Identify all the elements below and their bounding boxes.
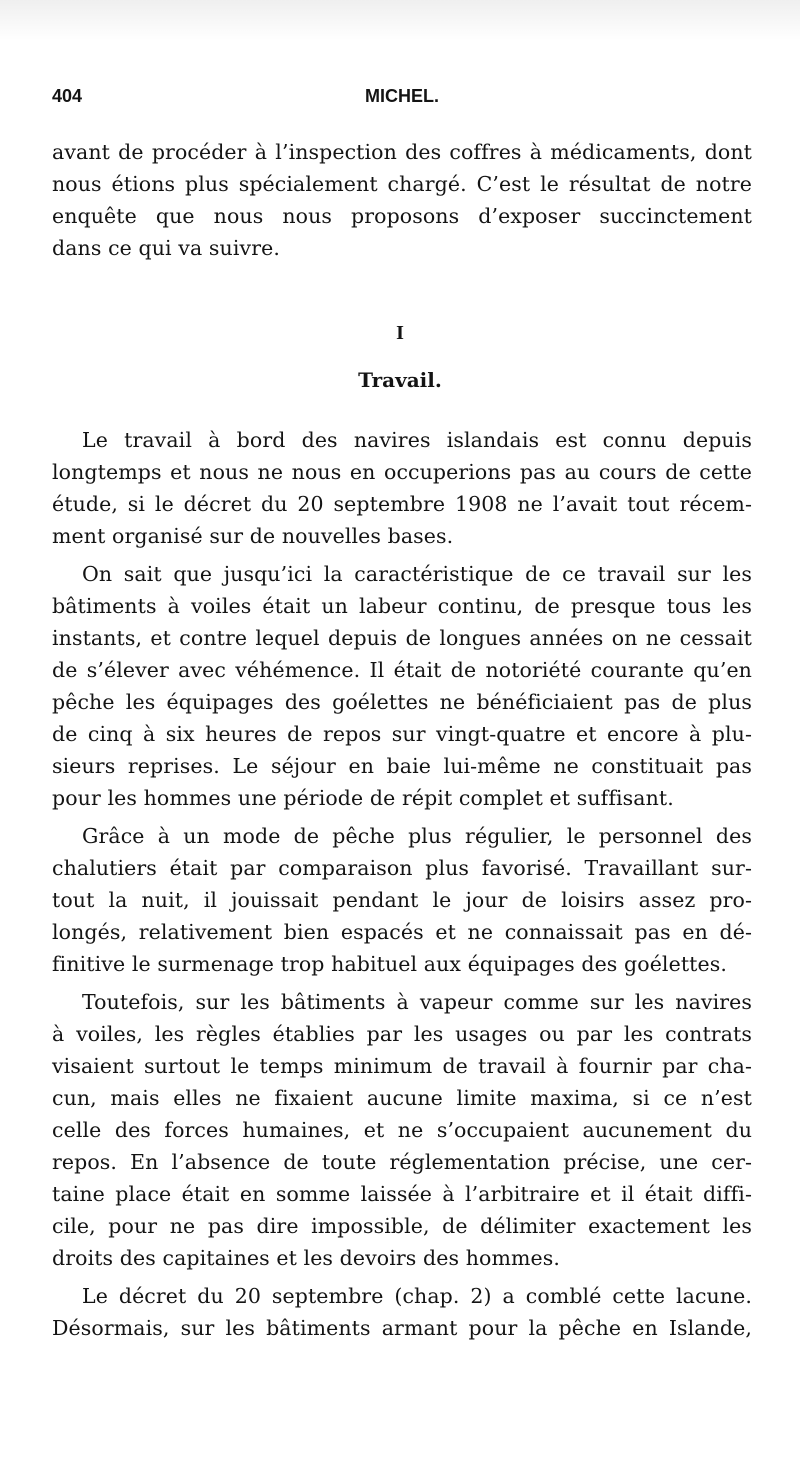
text-line: repos. En l’absence de toute réglementation précise, une cer- xyxy=(52,1150,752,1174)
text-line: taine place était en somme laissée à l’arbitraire et il était diffi- xyxy=(52,1182,752,1206)
text-line: étude, si le décret du 20 septembre 1908 ne l’avait tout récem- xyxy=(52,492,752,516)
text-line: longés, relativement bien espacés et ne connaissait pas en dé- xyxy=(52,920,752,944)
running-title: MICHEL. xyxy=(365,86,439,106)
text-line: enquête que nous nous proposons d’exposer succinctement xyxy=(52,204,752,228)
text-line: Le travail à bord des navires islandais est connu depuis xyxy=(82,428,752,452)
text-line: sieurs reprises. Le séjour en baie lui-même ne constituait pas xyxy=(52,754,752,778)
section-title: Travail. xyxy=(358,368,442,392)
text-line: Désormais, sur les bâtiments armant pour la pêche en Islande, xyxy=(52,1316,752,1340)
text-line: finitive le surmenage trop habituel aux équipages des goélettes. xyxy=(52,952,727,976)
page-number: 404 xyxy=(52,86,83,106)
text-line: cile, pour ne pas dire impossible, de délimiter exactement les xyxy=(52,1214,752,1238)
text-line: à voiles, les règles établies par les usages ou par les contrats xyxy=(52,1022,752,1046)
text-line: On sait que jusqu’ici la caractéristique de ce travail sur les xyxy=(82,562,752,586)
text-line: cun, mais elles ne fixaient aucune limite maxima, si ce n’est xyxy=(52,1086,752,1110)
text-line: Le décret du 20 septembre (chap. 2) a comblé cette lacune. xyxy=(82,1284,752,1308)
section-number: I xyxy=(396,322,404,344)
text-line: avant de procéder à l’inspection des coffres à médicaments, dont xyxy=(52,140,752,164)
text-line: instants, et contre lequel depuis de longues années on ne cessait xyxy=(52,626,752,650)
text-line: de s’élever avec véhémence. Il était de notoriété courante qu’en xyxy=(52,658,752,682)
text-line: droits des capitaines et les devoirs des hommes. xyxy=(52,1246,561,1270)
text-line: longtemps et nous ne nous en occuperions pas au cours de cette xyxy=(52,460,752,484)
text-line: visaient surtout le temps minimum de travail à fournir par cha- xyxy=(52,1054,752,1078)
text-line: chalutiers était par comparaison plus favorisé. Travaillant sur- xyxy=(52,856,752,880)
text-line: celle des forces humaines, et ne s’occupaient aucunement du xyxy=(52,1118,752,1142)
text-line: ment organisé sur de nouvelles bases. xyxy=(52,524,454,548)
running-head xyxy=(52,86,752,116)
text-line: nous étions plus spécialement chargé. C’est le résultat de notre xyxy=(52,172,752,196)
text-line: pêche les équipages des goélettes ne bénéficiaient pas de plus xyxy=(52,690,752,714)
text-line: Toutefois, sur les bâtiments à vapeur comme sur les navires xyxy=(82,990,752,1014)
text-line: tout la nuit, il jouissait pendant le jour de loisirs assez pro- xyxy=(52,888,752,912)
text-line: Grâce à un mode de pêche plus régulier, le personnel des xyxy=(82,824,752,848)
text-line: dans ce qui va suivre. xyxy=(52,236,280,260)
text-line: bâtiments à voiles était un labeur continu, de presque tous les xyxy=(52,594,752,618)
text-line: de cinq à six heures de repos sur vingt-quatre et encore à plu- xyxy=(52,722,752,746)
text-line: pour les hommes une période de répit complet et suffisant. xyxy=(52,786,674,810)
